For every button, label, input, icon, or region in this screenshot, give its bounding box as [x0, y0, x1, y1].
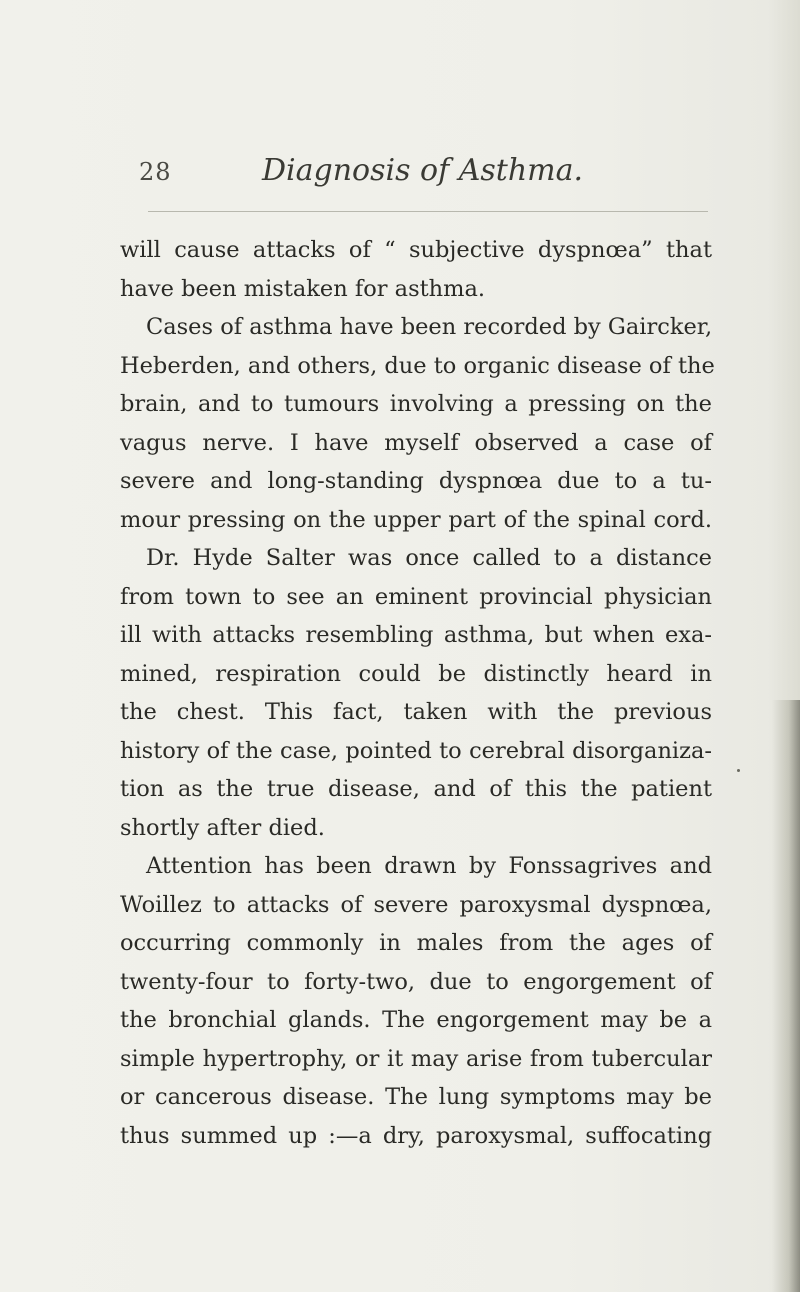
text-line: occurring commonly in males from the ages of: [120, 930, 712, 956]
text-line: ill with attacks resembling asthma, but when exa-: [120, 622, 712, 648]
running-head: Diagnosis of Asthma.: [262, 153, 584, 188]
ink-speck: [737, 769, 740, 772]
text-line: the chest. This fact, taken with the previous: [120, 699, 712, 725]
text-line: Attention has been drawn by Fonssagrives and: [146, 853, 712, 879]
body-text: [120, 231, 715, 1155]
text-line: have been mistaken for asthma.: [120, 275, 486, 302]
text-line: Heberden, and others, due to organic disease of the: [120, 352, 715, 379]
text-line: Dr. Hyde Salter was once called to a distance: [146, 545, 712, 571]
page-number: 28: [139, 158, 172, 186]
text-line: brain, and to tumours involving a pressing on the: [120, 391, 712, 417]
text-line: thus summed up :—a dry, paroxysmal, suffocating: [120, 1122, 712, 1149]
text-line: severe and long-standing dyspnœa due to a tu-: [120, 468, 712, 494]
text-line: tion as the true disease, and of this the patient: [120, 776, 712, 802]
text-line: or cancerous disease. The lung symptoms may be: [120, 1084, 712, 1110]
text-line: Cases of asthma have been recorded by Gaircker,: [146, 314, 713, 340]
text-line: twenty-four to forty-two, due to engorgement of: [120, 968, 712, 995]
text-line: shortly after died.: [120, 814, 325, 841]
text-line: mour pressing on the upper part of the spinal cord.: [120, 506, 712, 533]
text-line: simple hypertrophy, or it may arise from tubercular: [120, 1045, 712, 1072]
header-rule: [148, 211, 708, 212]
page-edge-shadow: [772, 700, 800, 1292]
text-line: Woillez to attacks of severe paroxysmal dyspnœa,: [120, 891, 712, 918]
text-line: will cause attacks of “ subjective dyspnœa” that: [120, 237, 712, 263]
text-line: the bronchial glands. The engorgement may be a: [120, 1007, 712, 1033]
text-line: mined, respiration could be distinctly heard in: [120, 660, 712, 687]
text-line: from town to see an eminent provincial physician: [120, 583, 712, 610]
text-line: history of the case, pointed to cerebral disorganiza-: [120, 737, 712, 764]
text-line: vagus nerve. I have myself observed a case of: [120, 429, 712, 456]
